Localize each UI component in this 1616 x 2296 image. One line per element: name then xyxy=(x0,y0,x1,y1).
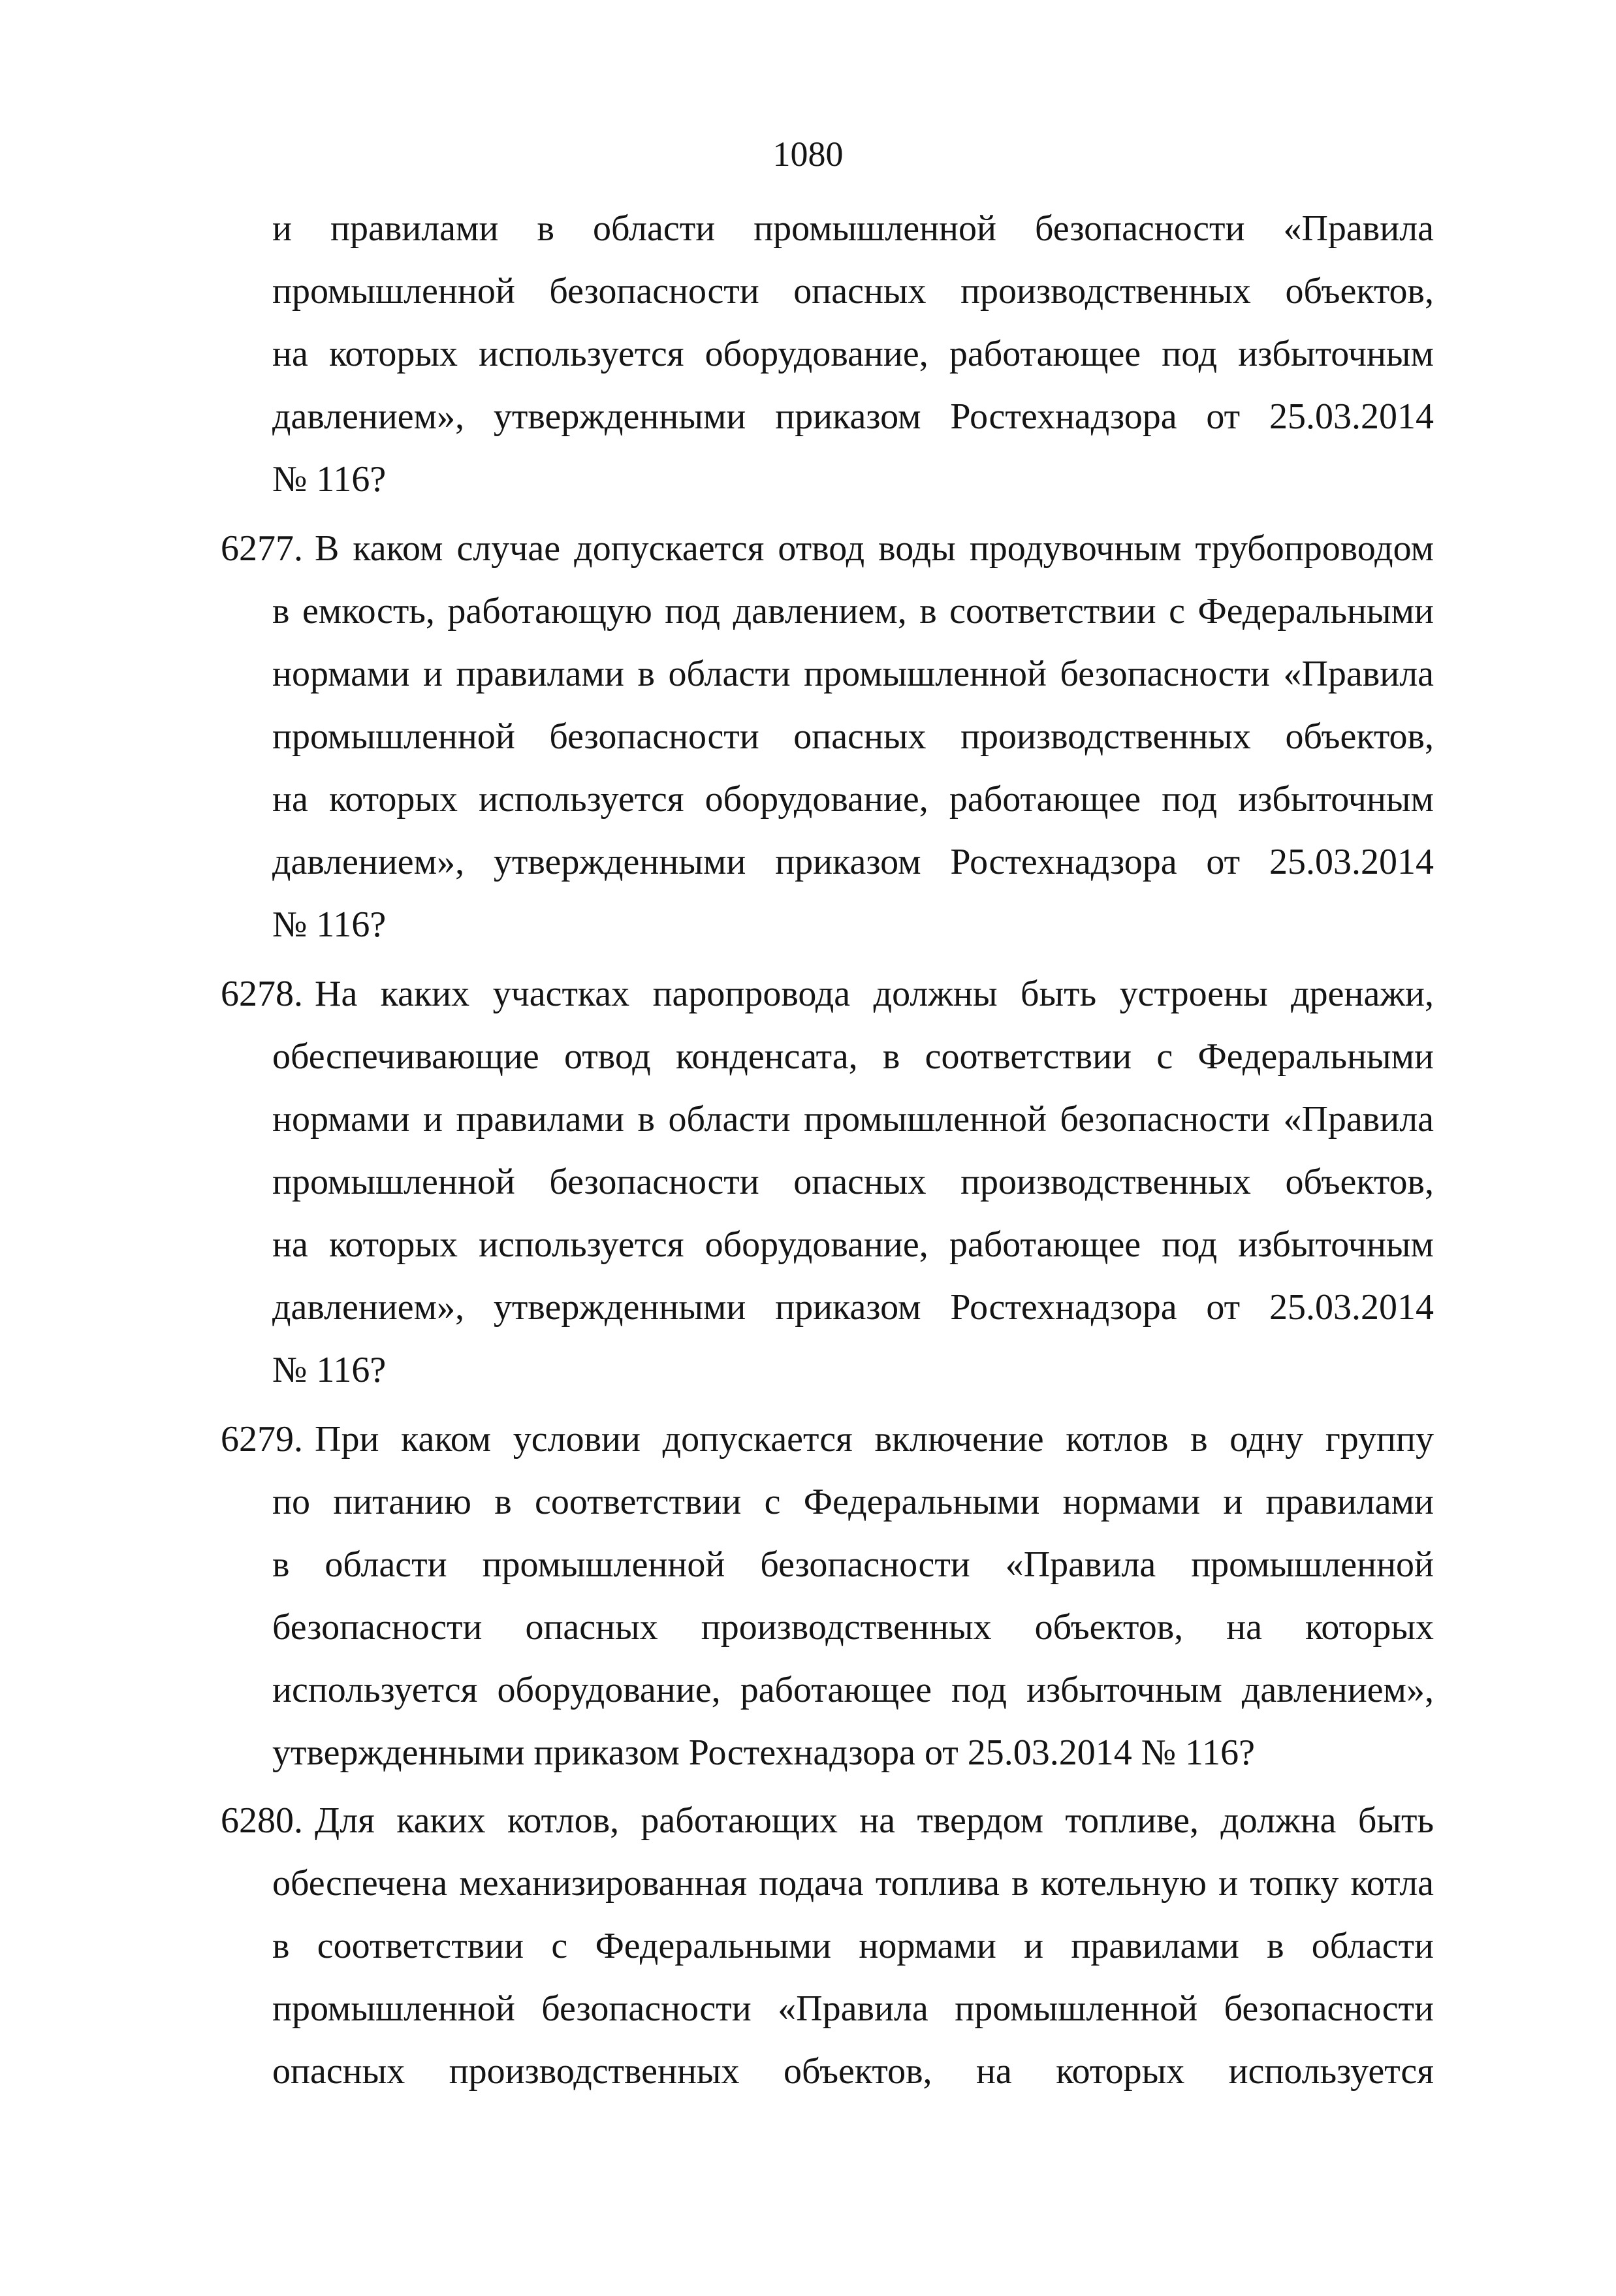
text-line: Для каких котлов, работающих на твердом топливе, должна быть xyxy=(315,1800,1434,1841)
question-number: 6280. xyxy=(221,1800,303,1841)
text-line: в области промышленной безопасности «Правила промышленной xyxy=(272,1544,1434,1585)
text-line: нормами и правилами в области промышленной безопасности «Правила xyxy=(272,654,1434,694)
question-number: 6277. xyxy=(221,528,303,569)
text-line: № 116? xyxy=(272,1350,387,1390)
text-line: в емкость, работающую под давлением, в соответствии с Федеральными xyxy=(272,591,1434,631)
text-line: На каких участках паропровода должны быть устроены дренажи, xyxy=(315,974,1434,1014)
question-number: 6279. xyxy=(221,1419,303,1459)
text-line: давлением», утвержденными приказом Ростехнадзора от 25.03.2014 xyxy=(272,842,1434,882)
text-line: по питанию в соответствии с Федеральными нормами и правилами xyxy=(272,1482,1434,1522)
text-line: В каком случае допускается отвод воды продувочным трубопроводом xyxy=(315,528,1434,569)
text-line: промышленной безопасности опасных производственных объектов, xyxy=(272,1162,1434,1202)
text-line: № 116? xyxy=(272,904,387,945)
page-number: 1080 xyxy=(772,135,844,174)
text-line: давлением», утвержденными приказом Ростехнадзора от 25.03.2014 xyxy=(272,1287,1434,1328)
text-line: на которых используется оборудование, работающее под избыточным xyxy=(272,779,1434,820)
text-line: промышленной безопасности опасных производственных объектов, xyxy=(272,271,1434,311)
question-number: 6278. xyxy=(221,974,303,1014)
text-line: обеспечивающие отвод конденсата, в соответствии с Федеральными xyxy=(272,1036,1434,1077)
text-line: № 116? xyxy=(272,459,387,500)
text-line: давлением», утвержденными приказом Ростехнадзора от 25.03.2014 xyxy=(272,396,1434,437)
text-line: безопасности опасных производственных объектов, на которых xyxy=(272,1607,1434,1648)
text-line: При каком условии допускается включение котлов в одну группу xyxy=(315,1419,1434,1459)
text-line: и правилами в области промышленной безопасности «Правила xyxy=(272,208,1434,249)
text-line: используется оборудование, работающее под избыточным давлением», xyxy=(272,1670,1434,1710)
text-line: опасных производственных объектов, на которых используется xyxy=(272,2051,1434,2092)
text-line: в соответствии с Федеральными нормами и правилами в области xyxy=(272,1926,1434,1966)
text-line: нормами и правилами в области промышленной безопасности «Правила xyxy=(272,1099,1434,1140)
text-line: обеспечена механизированная подача топлива в котельную и топку котла xyxy=(272,1863,1434,1904)
text-line: промышленной безопасности опасных производственных объектов, xyxy=(272,716,1434,757)
text-line: на которых используется оборудование, работающее под избыточным xyxy=(272,334,1434,374)
text-line: утвержденными приказом Ростехнадзора от 25.03.2014 № 116? xyxy=(272,1732,1255,1773)
text-line: промышленной безопасности «Правила промышленной безопасности xyxy=(272,1988,1434,2029)
text-line: на которых используется оборудование, работающее под избыточным xyxy=(272,1224,1434,1265)
